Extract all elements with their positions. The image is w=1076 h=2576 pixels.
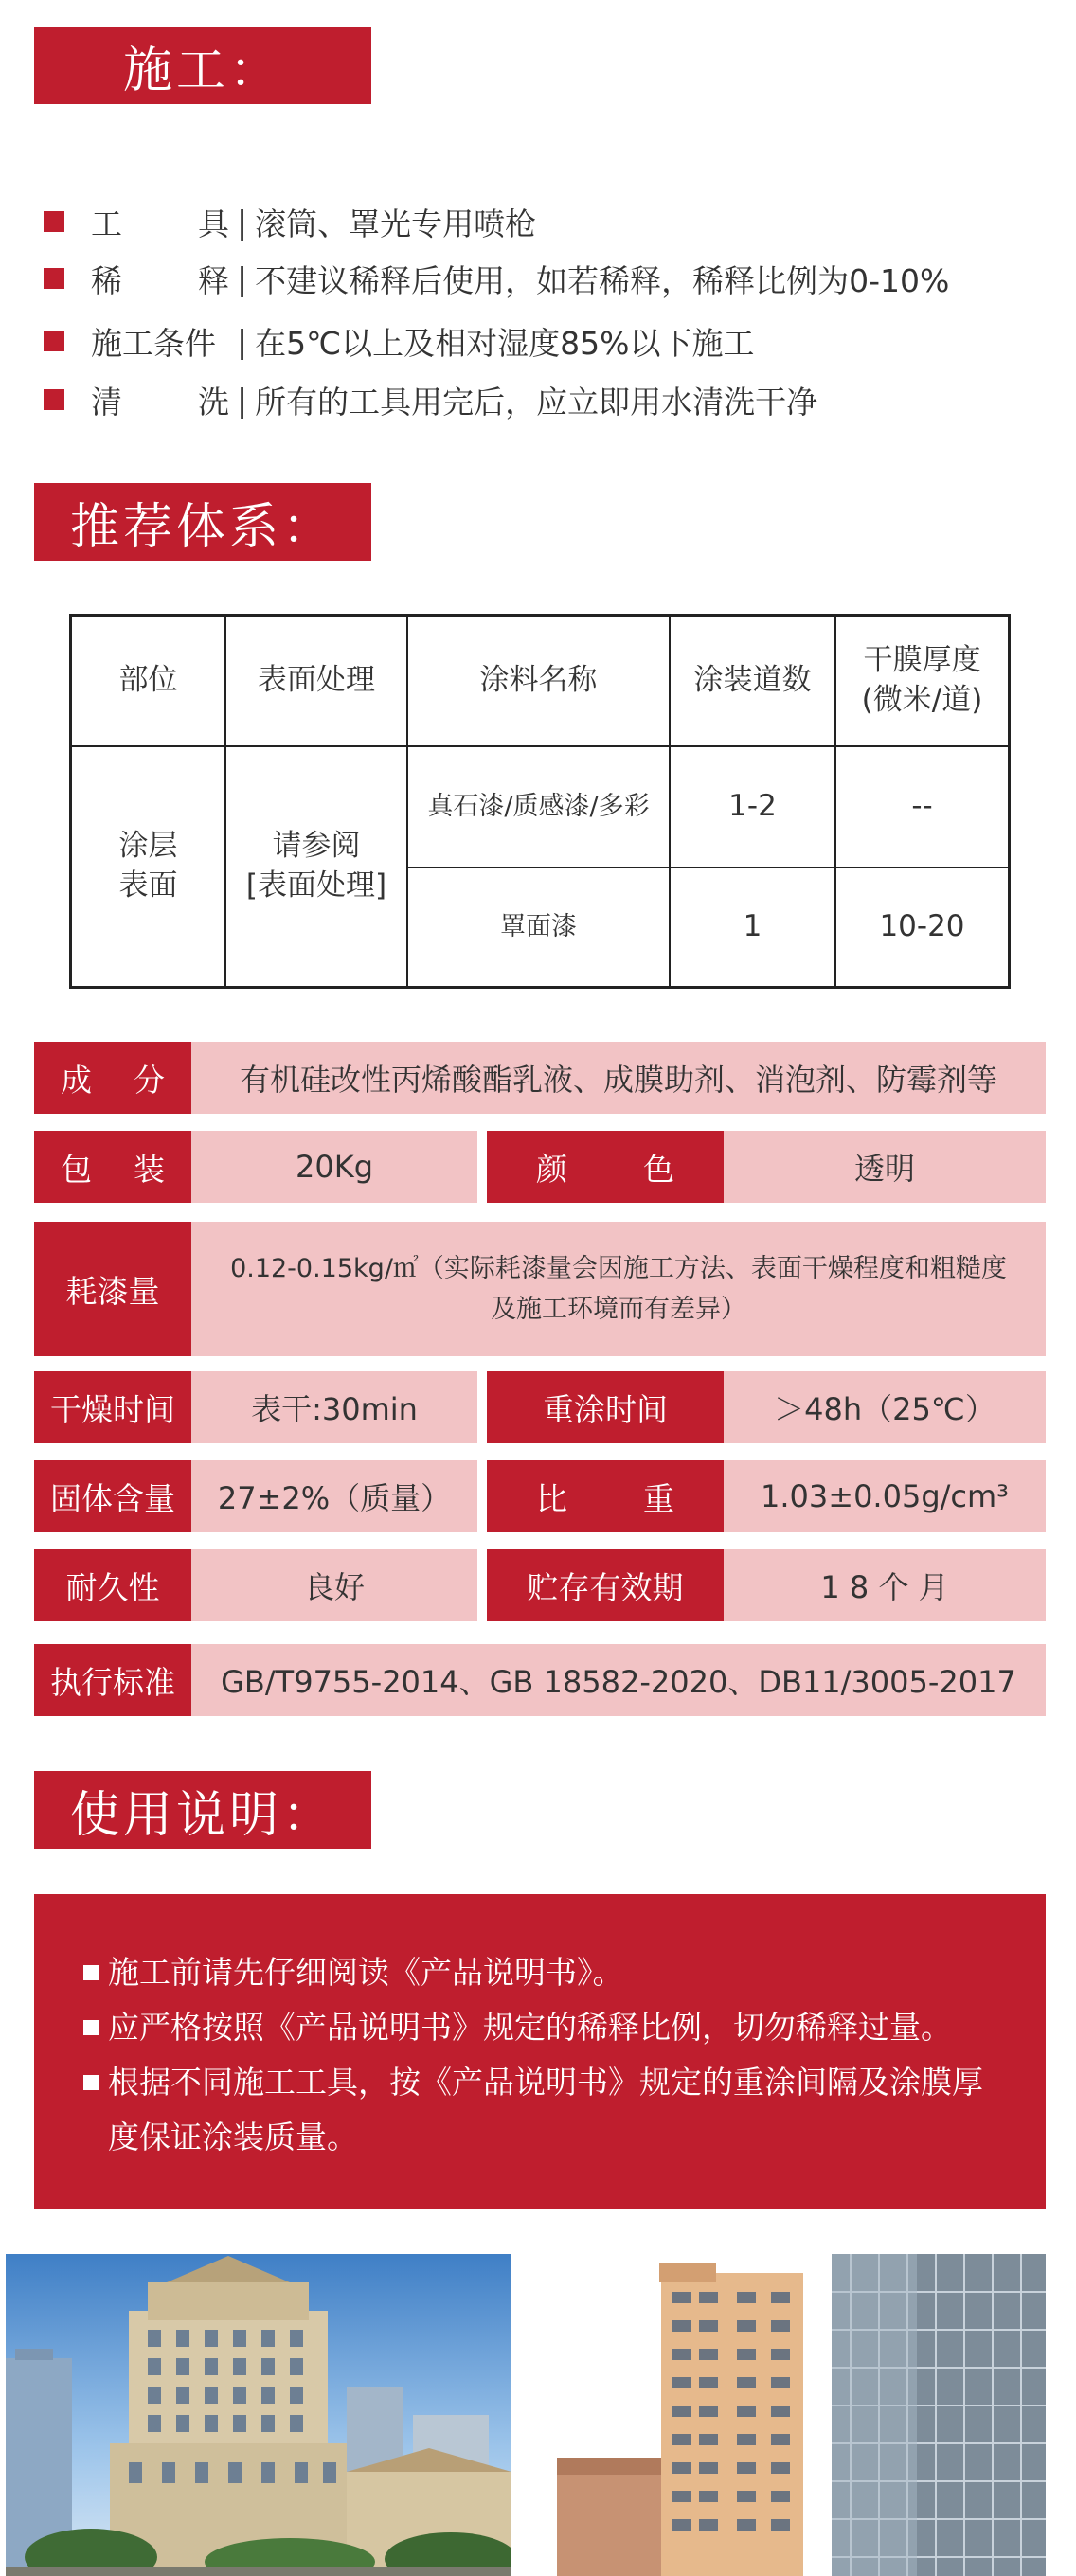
construction-item-tools (44, 199, 536, 244)
square-bullet-icon (83, 2020, 99, 2035)
item-label: 清 洗 (91, 383, 229, 420)
header-coating-name: 涂料名称 (479, 663, 598, 698)
item-label: 工 具 (91, 205, 229, 242)
label-packaging: 包 装 (34, 1131, 191, 1203)
separator: | (237, 259, 248, 297)
item-label: 稀 释 (91, 261, 229, 299)
label-density: 比 重 (487, 1460, 724, 1532)
cell-coating-name: 罩面漆 (500, 911, 577, 941)
construction-item-conditions (44, 318, 755, 364)
label-standard: 执行标准 (34, 1644, 191, 1716)
item-value: 在5℃以上及相对湿度85%以下施工 (255, 324, 755, 362)
label-shelf-life: 贮存有效期 (487, 1549, 724, 1621)
usage-item (83, 2000, 1008, 2055)
square-bullet-icon (44, 331, 64, 351)
label-consumption: 耗漆量 (34, 1222, 191, 1356)
label-recoat-time: 重涂时间 (487, 1371, 724, 1443)
item-label: 施工条件 (91, 324, 216, 362)
usage-header (34, 1771, 371, 1849)
construction-title: 施工： (122, 42, 282, 99)
square-bullet-icon (44, 268, 64, 289)
separator: | (237, 322, 248, 360)
value-durability: 良好 (191, 1549, 477, 1621)
system-title: 推荐体系： (69, 498, 335, 556)
value-standard: GB/T9755-2014、GB 18582-2020、DB11/3005-2017 (191, 1644, 1046, 1716)
usage-box (34, 1894, 1046, 2209)
building-photo-right (547, 2254, 1046, 2576)
value-solids: 27±2%（质量） (191, 1460, 477, 1532)
square-bullet-icon (44, 389, 64, 410)
label-durability: 耐久性 (34, 1549, 191, 1621)
item-value: 滚筒、罩光专用喷枪 (255, 205, 537, 242)
item-value: 不建议稀释后使用，如若稀释，稀释比例为0-10% (255, 261, 950, 299)
square-bullet-icon (44, 211, 64, 232)
cell-coating-name: 真石漆/质感漆/多彩 (427, 791, 650, 821)
cell-thickness: -- (911, 789, 933, 824)
cell-coats: 1 (743, 909, 762, 944)
header-part: 部位 (118, 663, 178, 698)
header-coats: 涂装道数 (693, 663, 812, 698)
system-header (34, 483, 371, 561)
value-density: 1.03±0.05g/cm³ (724, 1460, 1046, 1532)
construction-header (34, 27, 371, 104)
label-dry-time: 干燥时间 (34, 1371, 191, 1443)
usage-text: 根据不同施工工具，按《产品说明书》规定的重涂间隔及涂膜厚度保证涂装质量。 (108, 2064, 983, 2156)
construction-item-cleaning (44, 377, 817, 422)
label-solids: 固体含量 (34, 1460, 191, 1532)
usage-item (83, 1945, 1008, 2000)
value-color: 透明 (724, 1131, 1046, 1203)
construction-item-dilution (44, 256, 949, 301)
system-table (69, 614, 1011, 989)
building-photo-left (6, 2254, 511, 2576)
usage-title: 使用说明： (69, 1786, 335, 1844)
square-bullet-icon (83, 1965, 99, 1980)
usage-text: 应严格按照《产品说明书》规定的稀释比例，切勿稀释过量。 (108, 2009, 952, 2046)
cell-part: 涂层 表面 (118, 829, 178, 903)
cell-coats: 1-2 (728, 789, 777, 824)
label-composition: 成 分 (34, 1042, 191, 1114)
separator: | (237, 381, 248, 419)
header-surface: 表面处理 (258, 663, 375, 698)
usage-text: 施工前请先仔细阅读《产品说明书》。 (108, 1954, 624, 1991)
value-composition: 有机硅改性丙烯酸酯乳液、成膜助剂、消泡剂、防霉剂等 (191, 1042, 1046, 1114)
value-shelf-life: 1 8 个 月 (724, 1549, 1046, 1621)
value-packaging: 20Kg (191, 1131, 477, 1203)
cell-surface: 请参阅 [表面处理] (245, 829, 387, 903)
value-recoat-time: ＞48h（25℃） (724, 1371, 1046, 1443)
value-consumption: 0.12-0.15kg/㎡（实际耗漆量会因施工方法、表面干燥程度和粗糙度及施工环境而有差异） (191, 1222, 1046, 1356)
item-value: 所有的工具用完后，应立即用水清洗干净 (255, 383, 818, 420)
usage-item (83, 2055, 1008, 2165)
value-dry-time: 表干:30min (191, 1371, 477, 1443)
label-color: 颜 色 (487, 1131, 724, 1203)
cell-thickness: 10-20 (879, 909, 965, 944)
separator: | (237, 203, 248, 241)
header-thickness: 干膜厚度 (微米/道) (861, 643, 983, 717)
square-bullet-icon (83, 2075, 99, 2090)
